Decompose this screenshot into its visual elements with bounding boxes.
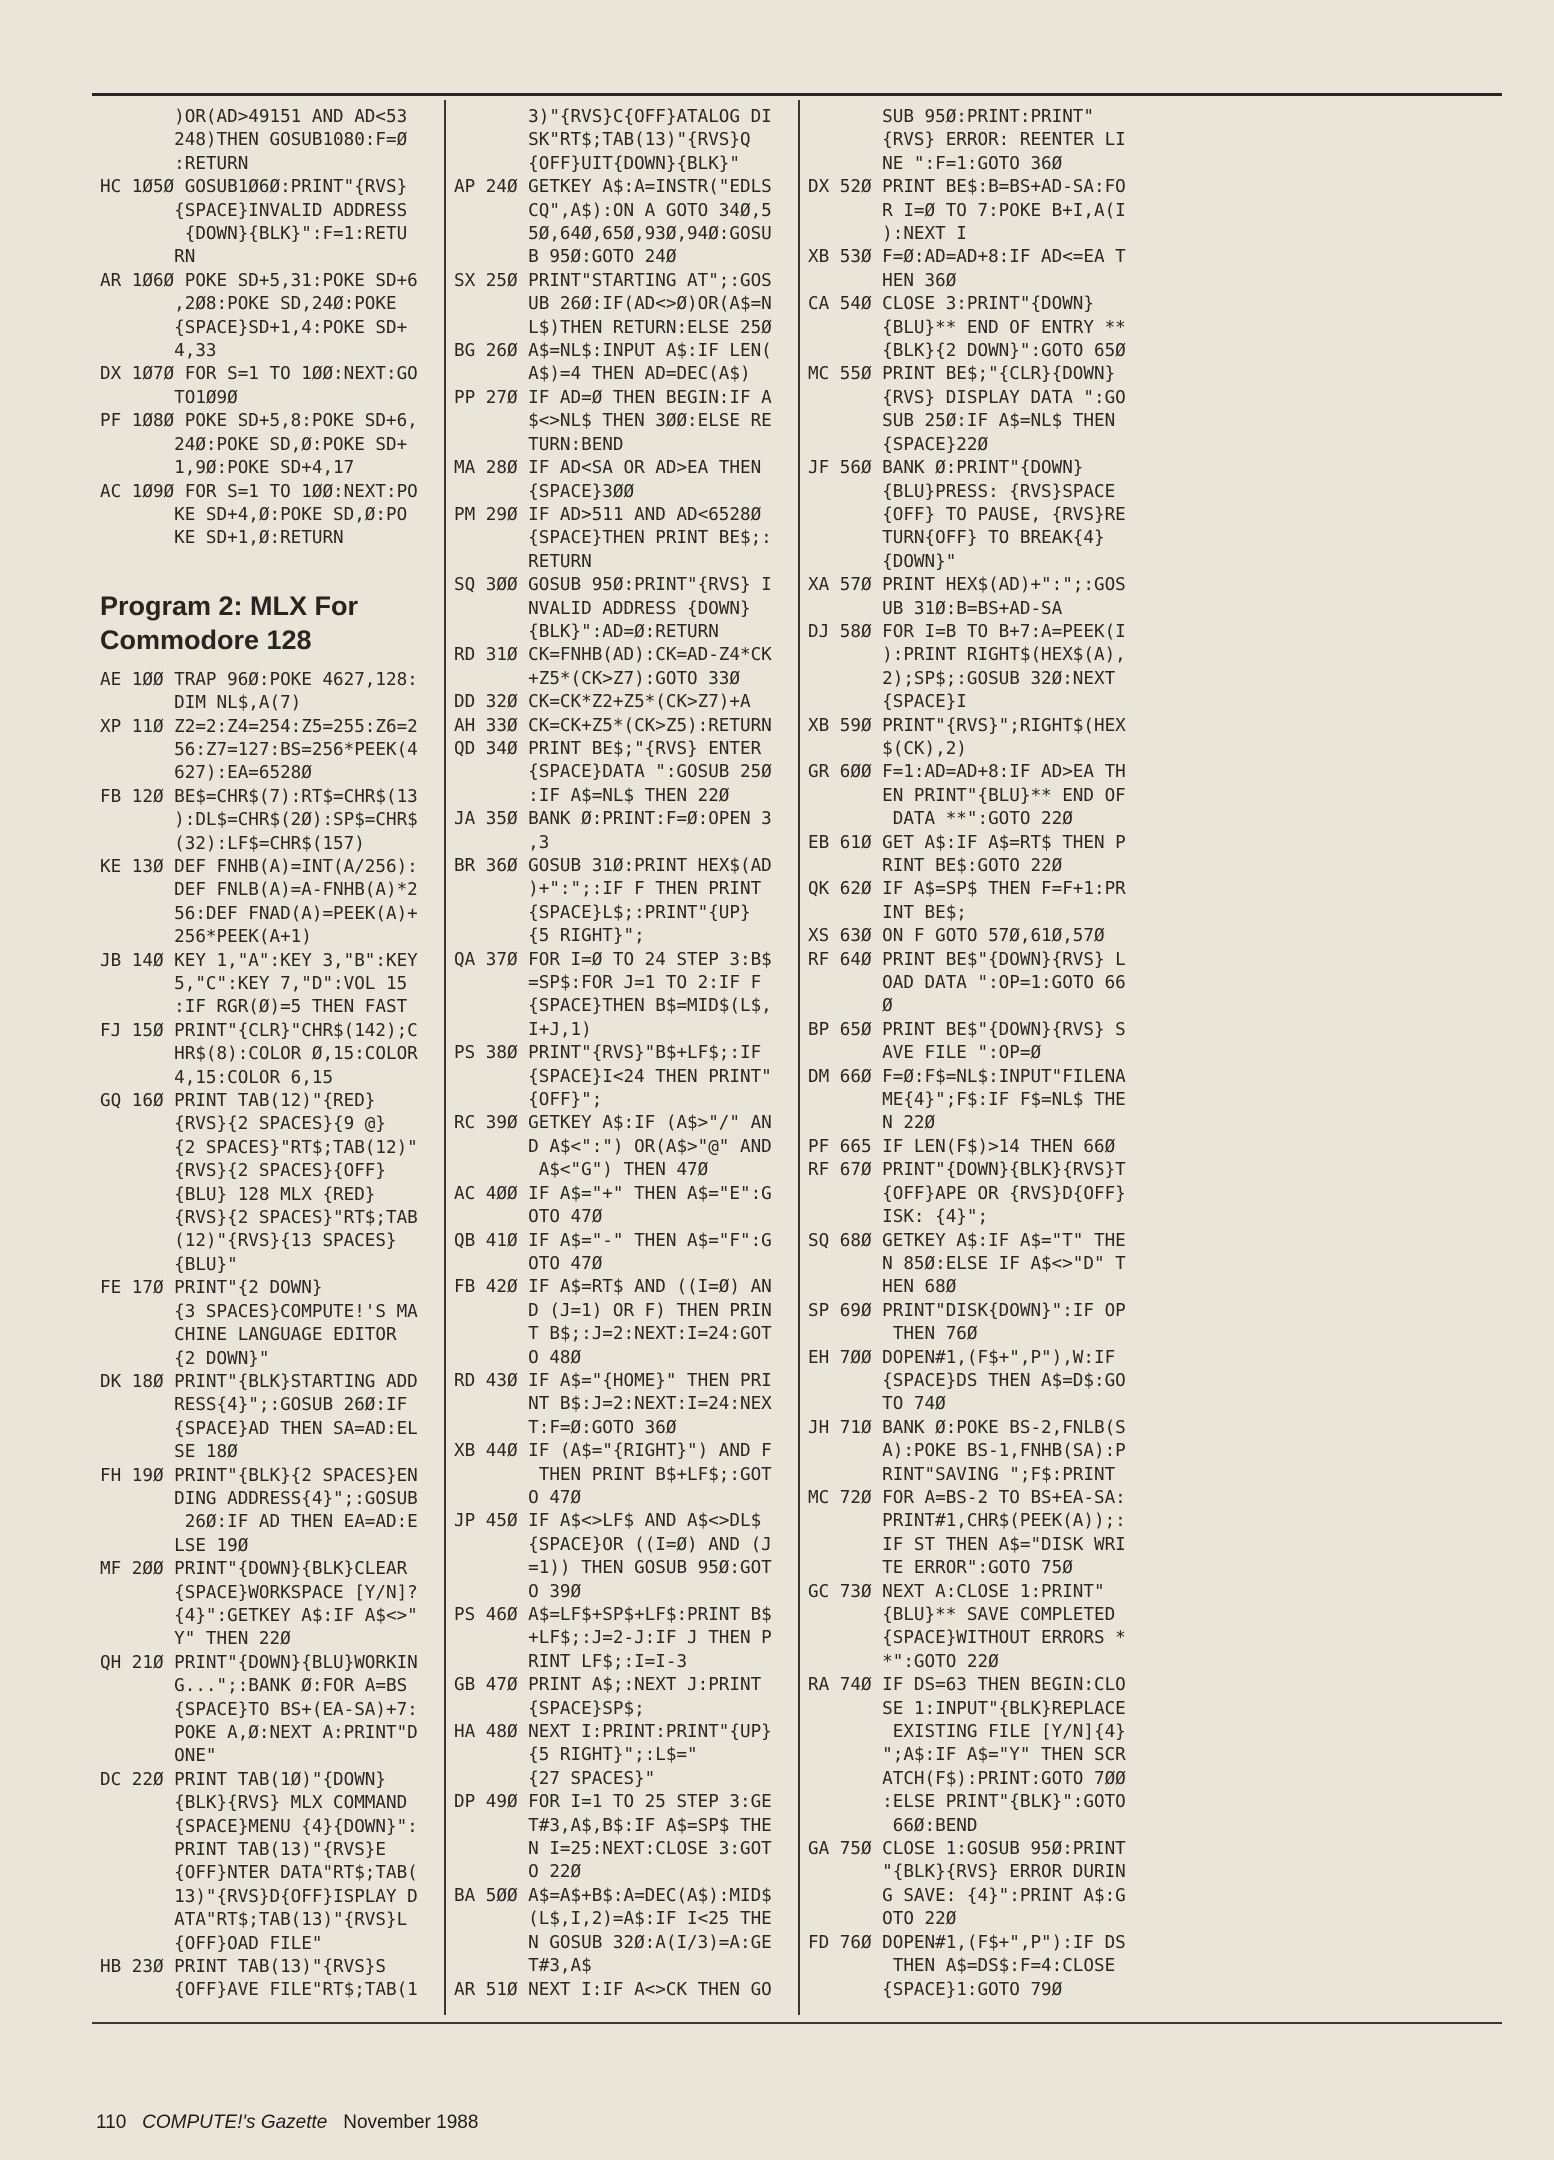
code-line: INT BE$; xyxy=(808,902,967,923)
code-line: 4,15:COLOR 6,15 xyxy=(100,1067,334,1088)
code-line: THEN 76Ø xyxy=(808,1324,978,1345)
code-line: CQ",A$):ON A GOTO 34Ø,5 xyxy=(454,200,772,221)
code-line: {BLU}** END OF ENTRY ** xyxy=(808,317,1126,338)
code-line: ONE" xyxy=(100,1746,217,1767)
code-line: XB 59Ø PRINT"{RVS}";RIGHT$(HEX xyxy=(808,715,1126,736)
code-line: POKE A,Ø:NEXT A:PRINT"D xyxy=(100,1723,418,1743)
bottom-rule xyxy=(92,2022,1502,2024)
code-line: MA 28Ø IF AD<SA OR AD>EA THEN xyxy=(454,458,762,479)
code-line: XP 11Ø Z2=2:Z4=254:Z5=255:Z6=2 xyxy=(100,716,418,737)
program-1-tail xyxy=(100,106,438,551)
code-line: PM 29Ø IF AD>511 AND AD<6528Ø xyxy=(454,504,762,525)
code-line: CHINE LANGUAGE EDITOR xyxy=(100,1325,397,1346)
code-line: QA 37Ø FOR I=Ø TO 24 STEP 3:B$ xyxy=(454,949,772,970)
code-line: T#3,A$ xyxy=(454,1956,592,1977)
code-line: DD 32Ø CK=CK*Z2+Z5*(CK>Z7)+A xyxy=(454,692,751,713)
code-line: *":GOTO 22Ø xyxy=(808,1651,999,1672)
code-line: AH 33Ø CK=CK+Z5*(CK>Z5):RETURN xyxy=(454,715,772,736)
code-line: {SPACE}THEN PRINT BE$;: xyxy=(454,528,772,549)
code-line: 1,9Ø:POKE SD+4,17 xyxy=(100,458,355,479)
code-line: {OFF} TO PAUSE, {RVS}RE xyxy=(808,504,1126,525)
code-line: DX 1Ø7Ø FOR S=1 TO 1ØØ:NEXT:GO xyxy=(100,364,418,385)
listing-column-2 xyxy=(446,100,798,2015)
code-line: RINT BE$:GOTO 22Ø xyxy=(808,856,1063,876)
code-line: PRINT#1,CHR$(PEEK(A));: xyxy=(808,1511,1126,1532)
code-line: SUB 25Ø:IF A$=NL$ THEN xyxy=(808,411,1116,432)
code-line: TURN:BEND xyxy=(454,434,624,455)
code-line: A$<"G") THEN 47Ø xyxy=(454,1160,709,1181)
code-line: ,2Ø8:POKE SD,24Ø:POKE xyxy=(100,294,397,315)
code-line: RETURN xyxy=(454,551,592,572)
code-line: EN PRINT"{BLU}** END OF xyxy=(808,785,1126,806)
code-line: {BLU}** SAVE COMPLETED xyxy=(808,1605,1116,1625)
code-line: {BLK}{RVS} MLX COMMAND xyxy=(100,1793,408,1814)
code-line: (12)"{RVS}{13 SPACES} xyxy=(100,1231,397,1252)
code-line: $<>NL$ THEN 3ØØ:ELSE RE xyxy=(454,411,772,432)
code-line: R I=Ø TO 7:POKE B+I,A(I xyxy=(808,200,1126,221)
code-line: OAD DATA ":OP=1:GOTO 66 xyxy=(808,973,1126,994)
code-line: 4,33 xyxy=(100,341,217,362)
code-line: SX 25Ø PRINT"STARTING AT";:GOS xyxy=(454,270,772,291)
code-line: 56:Z7=127:BS=256*PEEK(4 xyxy=(100,739,418,760)
code-line: JH 71Ø BANK Ø:POKE BS-2,FNLB(S xyxy=(808,1417,1126,1438)
code-line: SUB 95Ø:PRINT:PRINT" xyxy=(808,107,1094,127)
code-line: OTO 47Ø xyxy=(454,1253,603,1274)
code-line: XS 63Ø ON F GOTO 57Ø,61Ø,57Ø xyxy=(808,926,1105,947)
code-line: L$)THEN RETURN:ELSE 25Ø xyxy=(454,317,772,338)
listing-column-1 xyxy=(92,100,444,2015)
code-line: SE 18Ø xyxy=(100,1442,238,1463)
program-2-label: Program 2: xyxy=(100,590,251,621)
page-number: 110 xyxy=(96,2112,127,2133)
code-line: ):PRINT RIGHT$(HEX$(A), xyxy=(808,645,1126,666)
code-line: JP 45Ø IF A$<>LF$ AND A$<>DL$ xyxy=(454,1511,762,1532)
code-line: {SPACE}INVALID ADDRESS xyxy=(100,200,408,221)
program-2-title: MLX For Commodore 128 xyxy=(100,590,359,655)
code-line: A):POKE BS-1,FNHB(SA):P xyxy=(808,1441,1126,1462)
code-line: BR 36Ø GOSUB 31Ø:PRINT HEX$(AD xyxy=(454,856,772,876)
code-line: N 85Ø:ELSE IF A$<>"D" T xyxy=(808,1253,1126,1274)
code-line: O 39Ø xyxy=(454,1581,582,1602)
code-line: THEN PRINT B$+LF$;:GOT xyxy=(454,1464,772,1485)
code-line: (32):LF$=CHR$(157) xyxy=(100,833,365,854)
listing-column-3 xyxy=(800,100,1152,2015)
code-line: A$)=4 THEN AD=DEC(A$) xyxy=(454,364,751,385)
code-line: MC 55Ø PRINT BE$;"{CLR}{DOWN} xyxy=(808,364,1116,385)
code-line: )+":";:IF F THEN PRINT xyxy=(454,879,762,900)
code-line: N 22Ø xyxy=(808,1113,936,1134)
code-line: TURN{OFF} TO BREAK{4} xyxy=(808,528,1105,549)
code-line: {SPACE}I<24 THEN PRINT" xyxy=(454,1066,772,1087)
code-line: CA 54Ø CLOSE 3:PRINT"{DOWN} xyxy=(808,294,1094,315)
code-line: Ø xyxy=(808,996,893,1017)
code-line: PS 38Ø PRINT"{RVS}"B$+LF$;:IF xyxy=(454,1043,762,1064)
code-line: O 48Ø xyxy=(454,1347,582,1368)
code-line: XB 53Ø F=Ø:AD=AD+8:IF AD<=EA T xyxy=(808,247,1126,268)
code-line: :IF A$=NL$ THEN 22Ø xyxy=(454,785,730,806)
code-line: JB 14Ø KEY 1,"A":KEY 3,"B":KEY xyxy=(100,950,418,971)
code-line: JA 35Ø BANK Ø:PRINT:F=Ø:OPEN 3 xyxy=(454,809,772,830)
code-line: ):NEXT I xyxy=(808,224,967,245)
code-line: {2 DOWN}" xyxy=(100,1348,270,1369)
code-line: {RVS}{2 SPACES}{OFF} xyxy=(100,1161,386,1182)
code-line: {SPACE}22Ø xyxy=(808,434,989,455)
code-line: I+J,1) xyxy=(454,1019,592,1040)
code-line: ATCH(F$):PRINT:GOTO 7ØØ xyxy=(808,1768,1126,1789)
code-line: HR$(8):COLOR Ø,15:COLOR xyxy=(100,1044,418,1065)
code-line: {DOWN}" xyxy=(808,551,957,572)
code-line: +Z5*(CK>Z7):GOTO 33Ø xyxy=(454,668,740,689)
code-line: KE 13Ø DEF FNHB(A)=INT(A/256): xyxy=(100,856,418,877)
code-line: FE 17Ø PRINT"{2 DOWN} xyxy=(100,1278,323,1299)
code-line: AVE FILE ":OP=Ø xyxy=(808,1043,1042,1064)
code-line: PF 665 IF LEN(F$)>14 THEN 66Ø xyxy=(808,1136,1116,1157)
code-line: ";A$:IF A$="Y" THEN SCR xyxy=(808,1745,1126,1766)
code-line: QB 41Ø IF A$="-" THEN A$="F":G xyxy=(454,1230,772,1251)
code-line: AR 1Ø6Ø POKE SD+5,31:POKE SD+6 xyxy=(100,270,418,291)
code-line: {BLK}{2 DOWN}":GOTO 65Ø xyxy=(808,341,1126,362)
code-line: 256*PEEK(A+1) xyxy=(100,927,312,948)
code-line: {SPACE}THEN B$=MID$(L$, xyxy=(454,996,772,1017)
code-line: PS 46Ø A$=LF$+SP$+LF$:PRINT B$ xyxy=(454,1605,772,1625)
code-line: OTO 22Ø xyxy=(808,1909,957,1930)
code-line: {RVS}{2 SPACES}"RT$;TAB xyxy=(100,1208,418,1229)
code-line: {SPACE}WITHOUT ERRORS * xyxy=(808,1628,1126,1649)
code-line: DK 18Ø PRINT"{BLK}STARTING ADD xyxy=(100,1371,418,1392)
code-line: (L$,I,2)=A$:IF I<25 THE xyxy=(454,1909,772,1930)
code-line: XA 57Ø PRINT HEX$(AD)+":";:GOS xyxy=(808,575,1126,596)
code-line: =SP$:FOR J=1 TO 2:IF F xyxy=(454,973,762,994)
code-line: GQ 16Ø PRINT TAB(12)"{RED} xyxy=(100,1091,376,1112)
code-line: :RETURN xyxy=(100,153,249,174)
code-line: ME{4}";F$:IF F$=NL$ THE xyxy=(808,1090,1126,1111)
code-line: {RVS}{2 SPACES}{9 @} xyxy=(100,1114,386,1135)
code-line: QH 21Ø PRINT"{DOWN}{BLU}WORKIN xyxy=(100,1652,418,1673)
code-line: B 95Ø:GOTO 24Ø xyxy=(454,247,677,268)
code-line: N GOSUB 32Ø:A(I/3)=A:GE xyxy=(454,1932,772,1953)
code-line: {OFF}NTER DATA"RT$;TAB( xyxy=(100,1863,418,1884)
code-line: GA 75Ø CLOSE 1:GOSUB 95Ø:PRINT xyxy=(808,1839,1126,1860)
code-line: DX 52Ø PRINT BE$:B=BS+AD-SA:FO xyxy=(808,177,1126,198)
code-line: {OFF}UIT{DOWN}{BLK}" xyxy=(454,153,740,174)
code-line: BA 5ØØ A$=A$+B$:A=DEC(A$):MID$ xyxy=(454,1885,772,1906)
code-line: O 47Ø xyxy=(454,1487,582,1508)
code-line: DM 66Ø F=Ø:F$=NL$:INPUT"FILENA xyxy=(808,1066,1126,1087)
code-line: 56:DEF FNAD(A)=PEEK(A)+ xyxy=(100,903,418,924)
code-line: PRINT TAB(13)"{RVS}E xyxy=(100,1840,386,1861)
code-line: AP 24Ø GETKEY A$:A=INSTR("EDLS xyxy=(454,177,772,198)
code-line: 627):EA=6528Ø xyxy=(100,763,312,784)
code-line: {SPACE}TO BS+(EA-SA)+7: xyxy=(100,1699,418,1720)
code-line: +LF$;:J=2-J:IF J THEN P xyxy=(454,1628,772,1649)
code-line: {SPACE}3ØØ xyxy=(454,481,635,502)
code-line: {SPACE}L$;:PRINT"{UP} xyxy=(454,902,751,923)
code-line: NT B$:J=2:NEXT:I=24:NEX xyxy=(454,1394,772,1415)
code-line: {RVS} ERROR: REENTER LI xyxy=(808,130,1126,151)
code-line: {OFF}OAD FILE" xyxy=(100,1933,323,1954)
code-line: {BLU}" xyxy=(100,1254,238,1275)
code-line: GC 73Ø NEXT A:CLOSE 1:PRINT" xyxy=(808,1581,1105,1602)
page-footer xyxy=(96,2112,478,2134)
code-line: RINT LF$;:I=I-3 xyxy=(454,1651,688,1672)
code-line: 66Ø:BEND xyxy=(808,1815,978,1836)
code-line: {SPACE}SD+1,4:POKE SD+ xyxy=(100,317,408,338)
code-line: SQ 68Ø GETKEY A$:IF A$="T" THE xyxy=(808,1230,1126,1251)
code-line: SK"RT$;TAB(13)"{RVS}Q xyxy=(454,130,751,151)
code-line: RF 67Ø PRINT"{DOWN}{BLK}{RVS}T xyxy=(808,1160,1126,1181)
publication-name: COMPUTE!'s Gazette xyxy=(142,2112,328,2133)
code-line: RINT"SAVING ";F$:PRINT xyxy=(808,1464,1116,1485)
code-line: {SPACE}1:GOTO 79Ø xyxy=(808,1979,1063,2000)
code-line: 5Ø,64Ø,65Ø,93Ø,94Ø:GOSU xyxy=(454,224,772,245)
code-line: T:F=Ø:GOTO 36Ø xyxy=(454,1417,677,1438)
code-line: {SPACE}I xyxy=(808,692,967,713)
code-line: RESS{4}";:GOSUB 26Ø:IF xyxy=(100,1395,408,1416)
code-line: {3 SPACES}COMPUTE!'S MA xyxy=(100,1301,418,1322)
code-line: PF 1Ø8Ø POKE SD+5,8:POKE SD+6, xyxy=(100,411,418,432)
code-line: {DOWN}{BLK}":F=1:RETU xyxy=(100,224,408,245)
code-line: D (J=1) OR F) THEN PRIN xyxy=(454,1300,772,1321)
code-line: QD 34Ø PRINT BE$;"{RVS} ENTER xyxy=(454,738,762,759)
code-line: SP 69Ø PRINT"DISK{DOWN}":IF OP xyxy=(808,1300,1126,1321)
code-line: BG 26Ø A$=NL$:INPUT A$:IF LEN( xyxy=(454,341,772,362)
code-line: N I=25:NEXT:CLOSE 3:GOT xyxy=(454,1839,772,1860)
code-line: GB 47Ø PRINT A$;:NEXT J:PRINT xyxy=(454,1675,762,1696)
code-line: NE ":F=1:GOTO 36Ø xyxy=(808,153,1063,174)
code-line: D A$<":") OR(A$>"@" AND xyxy=(454,1136,772,1157)
code-line: G SAVE: {4}":PRINT A$:G xyxy=(808,1885,1126,1906)
code-line: {OFF}AVE FILE"RT$;TAB(1 xyxy=(100,1980,418,2001)
code-line: {BLU}PRESS: {RVS}SPACE xyxy=(808,481,1116,502)
code-line: =1)) THEN GOSUB 95Ø:GOT xyxy=(454,1558,772,1579)
code-line: DING ADDRESS{4}";:GOSUB xyxy=(100,1488,418,1509)
code-line: {SPACE}DS THEN A$=D$:GO xyxy=(808,1370,1126,1391)
code-line: 2);SP$;:GOSUB 32Ø:NEXT xyxy=(808,668,1116,689)
code-line: SQ 3ØØ GOSUB 95Ø:PRINT"{RVS} I xyxy=(454,575,772,596)
code-line: 3)"{RVS}C{OFF}ATALOG DI xyxy=(454,107,772,127)
code-line: QK 62Ø IF A$=SP$ THEN F=F+1:PR xyxy=(808,879,1126,900)
code-line: FJ 15Ø PRINT"{CLR}"CHR$(142);C xyxy=(100,1020,418,1041)
issue-date: November 1988 xyxy=(343,2112,479,2133)
code-line: RD 43Ø IF A$="{HOME}" THEN PRI xyxy=(454,1370,772,1391)
code-line: G...";:BANK Ø:FOR A=BS xyxy=(100,1676,408,1697)
code-line: O 22Ø xyxy=(454,1862,582,1883)
code-line: 248)THEN GOSUB1080:F=Ø xyxy=(100,130,408,151)
code-line: T#3,A$,B$:IF A$=SP$ THE xyxy=(454,1815,772,1836)
code-line: DEF FNLB(A)=A-FNHB(A)*2 xyxy=(100,880,418,901)
code-line: {BLK}":AD=Ø:RETURN xyxy=(454,621,719,642)
code-line: {SPACE}SP$; xyxy=(454,1698,645,1719)
code-line: OTO 47Ø xyxy=(454,1207,603,1228)
code-line: DP 49Ø FOR I=1 TO 25 STEP 3:GE xyxy=(454,1792,772,1813)
code-line: TO 74Ø xyxy=(808,1394,946,1415)
code-line: :ELSE PRINT"{BLK}":GOTO xyxy=(808,1792,1126,1813)
code-line: THEN A$=DS$:F=4:CLOSE xyxy=(808,1956,1116,1977)
code-line: PP 27Ø IF AD=Ø THEN BEGIN:IF A xyxy=(454,387,772,408)
code-line: HEN 36Ø xyxy=(808,270,957,291)
code-line: HB 23Ø PRINT TAB(13)"{RVS}S xyxy=(100,1957,386,1978)
code-line: RA 74Ø IF DS=63 THEN BEGIN:CLO xyxy=(808,1675,1126,1696)
code-line: SE 1:INPUT"{BLK}REPLACE xyxy=(808,1698,1126,1719)
code-line: EXISTING FILE [Y/N]{4} xyxy=(808,1722,1126,1743)
code-line: FB 42Ø IF A$=RT$ AND ((I=Ø) AN xyxy=(454,1277,772,1298)
code-line: HC 1Ø5Ø GOSUB1Ø6Ø:PRINT"{RVS} xyxy=(100,177,408,198)
code-line: {RVS} DISPLAY DATA ":GO xyxy=(808,387,1126,408)
code-line: {2 SPACES}"RT$;TAB(12)" xyxy=(100,1137,418,1158)
code-line: {OFF}APE OR {RVS}D{OFF} xyxy=(808,1183,1126,1204)
code-line: :IF RGR(Ø)=5 THEN FAST xyxy=(100,997,408,1018)
program-2-listing-start xyxy=(100,669,438,2003)
code-line: RN xyxy=(100,247,196,268)
code-line: FB 12Ø BE$=CHR$(7):RT$=CHR$(13 xyxy=(100,786,418,807)
code-line: {SPACE}OR ((I=Ø) AND (J xyxy=(454,1534,772,1555)
code-line: XB 44Ø IF (A$="{RIGHT}") AND F xyxy=(454,1441,772,1462)
code-line: MF 2ØØ PRINT"{DOWN}{BLK}CLEAR xyxy=(100,1559,408,1580)
code-line: {4}":GETKEY A$:IF A$<>" xyxy=(100,1605,418,1626)
code-line: ):DL$=CHR$(2Ø):SP$=CHR$ xyxy=(100,810,418,831)
code-line: BP 65Ø PRINT BE$"{DOWN}{RVS} S xyxy=(808,1019,1126,1040)
code-line: {OFF}"; xyxy=(454,1090,603,1111)
code-line: HEN 68Ø xyxy=(808,1277,957,1298)
code-line: DC 22Ø PRINT TAB(1Ø)"{DOWN} xyxy=(100,1769,386,1790)
code-line: {BLU} 128 MLX {RED} xyxy=(100,1184,376,1205)
code-line: 26Ø:IF AD THEN EA=AD:E xyxy=(100,1512,418,1533)
code-line: RD 31Ø CK=FNHB(AD):CK=AD-Z4*CK xyxy=(454,645,772,666)
code-line: $(CK),2) xyxy=(808,738,967,759)
code-line: AE 1ØØ TRAP 96Ø:POKE 4627,128: xyxy=(100,669,418,690)
code-line: EB 61Ø GET A$:IF A$=RT$ THEN P xyxy=(808,832,1126,853)
code-line: {5 RIGHT}"; xyxy=(454,926,645,947)
listing-columns xyxy=(92,100,1502,2015)
code-line: {SPACE}MENU {4}{DOWN}": xyxy=(100,1816,418,1837)
code-line: {5 RIGHT}";:L$=" xyxy=(454,1745,698,1766)
code-line: FH 19Ø PRINT"{BLK}{2 SPACES}EN xyxy=(100,1465,418,1486)
code-line: ISK: {4}"; xyxy=(808,1207,989,1228)
code-line: HA 48Ø NEXT I:PRINT:PRINT"{UP} xyxy=(454,1722,772,1743)
code-line: AC 1Ø9Ø FOR S=1 TO 1ØØ:NEXT:PO xyxy=(100,481,418,502)
code-line: 13)"{RVS}D{OFF}ISPLAY D xyxy=(100,1886,418,1907)
code-line: DATA **":GOTO 22Ø xyxy=(808,809,1073,830)
code-line: EH 7ØØ DOPEN#1,(F$+",P"),W:IF xyxy=(808,1347,1116,1368)
code-line: RF 64Ø PRINT BE$"{DOWN}{RVS} L xyxy=(808,949,1126,970)
code-line: KE SD+1,Ø:RETURN xyxy=(100,528,344,549)
code-line: )OR(AD>49151 AND AD<53 xyxy=(100,107,408,127)
code-line: TE ERROR":GOTO 75Ø xyxy=(808,1558,1073,1579)
code-line: Y" THEN 22Ø xyxy=(100,1629,291,1650)
code-line: ATA"RT$;TAB(13)"{RVS}L xyxy=(100,1910,408,1931)
code-line: {SPACE}DATA ":GOSUB 25Ø xyxy=(454,762,772,783)
code-line: 5,"C":KEY 7,"D":VOL 15 xyxy=(100,974,408,994)
code-line: ,3 xyxy=(454,832,550,853)
code-line: KE SD+4,Ø:POKE SD,Ø:PO xyxy=(100,504,408,525)
code-line: {SPACE}WORKSPACE [Y/N]? xyxy=(100,1582,418,1603)
code-line: UB 31Ø:B=BS+AD-SA xyxy=(808,598,1063,619)
code-line: GR 6ØØ F=1:AD=AD+8:IF AD>EA TH xyxy=(808,762,1126,783)
code-line: MC 72Ø FOR A=BS-2 TO BS+EA-SA: xyxy=(808,1487,1126,1508)
code-line: 24Ø:POKE SD,Ø:POKE SD+ xyxy=(100,434,408,455)
code-line: {SPACE}AD THEN SA=AD:EL xyxy=(100,1418,418,1439)
code-line: DJ 58Ø FOR I=B TO B+7:A=PEEK(I xyxy=(808,621,1126,642)
code-line: IF ST THEN A$="DISK WRI xyxy=(808,1534,1126,1555)
code-line: LSE 19Ø xyxy=(100,1535,249,1556)
code-line: NVALID ADDRESS {DOWN} xyxy=(454,598,751,619)
code-line: T B$;:J=2:NEXT:I=24:GOT xyxy=(454,1324,772,1345)
code-line: RC 39Ø GETKEY A$:IF (A$>"/" AN xyxy=(454,1113,772,1134)
code-line: "{BLK}{RVS} ERROR DURIN xyxy=(808,1862,1126,1883)
code-line: FD 76Ø DOPEN#1,(F$+",P"):IF DS xyxy=(808,1932,1126,1953)
code-line: AC 4ØØ IF A$="+" THEN A$="E":G xyxy=(454,1183,772,1204)
code-line: JF 56Ø BANK Ø:PRINT"{DOWN} xyxy=(808,458,1084,479)
code-line: {27 SPACES}" xyxy=(454,1768,656,1789)
code-line: AR 51Ø NEXT I:IF A<>CK THEN GO xyxy=(454,1979,772,2000)
code-line: DIM NL$,A(7) xyxy=(100,693,302,714)
program-2-heading xyxy=(100,589,438,657)
code-line: UB 26Ø:IF(AD<>Ø)OR(A$=N xyxy=(454,294,772,315)
code-line: TO1Ø9Ø xyxy=(100,387,238,408)
